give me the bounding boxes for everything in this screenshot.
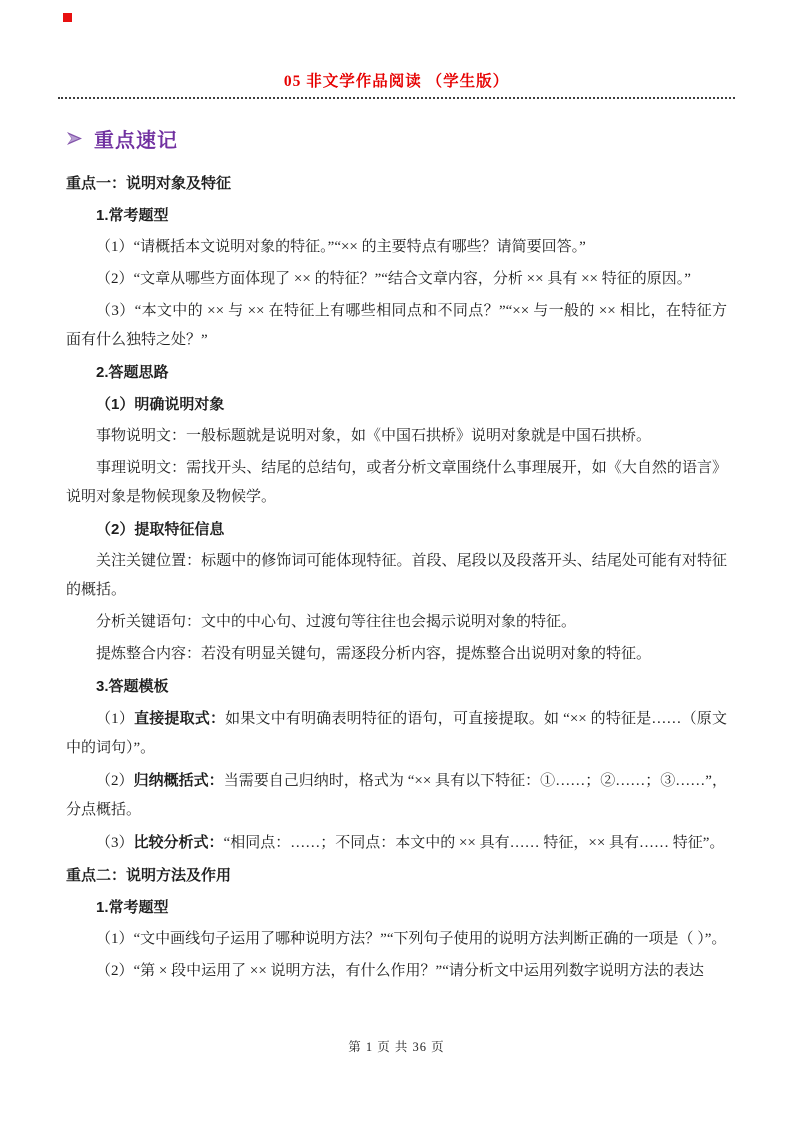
text-run: 3.答题模板 <box>96 678 169 695</box>
paragraph-9 <box>66 454 727 512</box>
text-run: （2）提取特征信息 <box>96 521 225 538</box>
text-run: （1）“请概括本文说明对象的特征。”“×× 的主要特点有哪些？请简要回答。” <box>96 239 586 255</box>
text-run: （2）“第 × 段中运用了 ×× 说明方法，有什么作用？”“请分析文中运用列数字说明方法的表达 <box>96 963 704 979</box>
text-run: 直接提取式： <box>134 710 226 727</box>
arrow-right-icon <box>66 131 83 146</box>
text-run: 重点二：说明方法及作用 <box>66 867 232 884</box>
section-heading <box>66 124 793 153</box>
text-run: （1） <box>96 711 135 727</box>
document-title: 05 非文学作品阅读 （学生版） <box>283 73 510 90</box>
text-run: 事物说明文：一般标题就是说明对象，如《中国石拱桥》说明对象就是中国石拱桥。 <box>96 428 652 444</box>
text-run: 如果文中有明确表明特征的语句，可直接提取。如 “×× 的特征是……（原文中的词句）”。 <box>66 711 727 756</box>
text-run: 1.常考题型 <box>96 899 169 916</box>
text-run: （2）“文章从哪些方面体现了 ×× 的特征？”“结合文章内容，分析 ×× 具有 ×× 特征的原因。” <box>96 271 691 287</box>
paragraph-10 <box>66 515 727 544</box>
paragraph-4 <box>66 265 727 294</box>
paragraph-15 <box>66 704 727 763</box>
page-header <box>0 0 793 99</box>
text-run: 2.答题思路 <box>96 364 169 381</box>
text-run: （3） <box>96 835 134 851</box>
text-run: （1）明确说明对象 <box>96 396 225 413</box>
paragraph-13 <box>66 640 727 669</box>
text-run: 关注关键位置：标题中的修饰词可能体现特征。首段、尾段以及段落开头、结尾处可能有对特征的概括。 <box>66 553 727 598</box>
paragraph-11 <box>66 547 727 605</box>
text-run: 比较分析式： <box>133 834 224 851</box>
paragraph-19 <box>66 893 727 922</box>
text-run: 重点一：说明对象及特征 <box>66 175 232 192</box>
red-square-marker <box>63 13 72 22</box>
text-run: 当需要自己归纳时，格式为 “×× 具有以下特征：①……；②……；③……”，分点概括。 <box>66 773 727 818</box>
text-run: 提炼整合内容：若没有明显关键句，需逐段分析内容，提炼整合出说明对象的特征。 <box>96 646 652 662</box>
text-run: 归纳概括式： <box>133 772 224 789</box>
header-divider <box>58 97 735 99</box>
text-run: “相同点：……；不同点：本文中的 ×× 具有…… 特征，×× 具有…… 特征”。 <box>223 835 725 851</box>
paragraph-18 <box>66 861 727 890</box>
paragraph-20 <box>66 925 727 954</box>
paragraph-1 <box>66 169 727 198</box>
paragraph-7 <box>66 390 727 419</box>
paragraph-12 <box>66 608 727 637</box>
text-run: （3）“本文中的 ×× 与 ×× 在特征上有哪些相同点和不同点？”“×× 与一般的 ×× 相比，在特征方面有什么独特之处？” <box>66 303 727 348</box>
paragraph-5 <box>66 297 727 355</box>
paragraph-16 <box>66 766 727 825</box>
text-run: 事理说明文：需找开头、结尾的总结句，或者分析文章围绕什么事理展开，如《大自然的语言》说明对象是物候现象及物候学。 <box>66 460 727 505</box>
paragraph-6 <box>66 358 727 387</box>
paragraph-2 <box>66 201 727 230</box>
text-run: （1）“文中画线句子运用了哪种说明方法？”“下列句子使用的说明方法判断正确的一项是（ ）”。 <box>96 931 727 947</box>
document-body <box>66 169 727 986</box>
text-run: 分析关键语句：文中的中心句、过渡句等往往也会揭示说明对象的特征。 <box>96 614 577 630</box>
text-run: （2） <box>96 773 134 789</box>
paragraph-17 <box>66 828 727 858</box>
paragraph-14 <box>66 672 727 701</box>
paragraph-8 <box>66 422 727 451</box>
text-run: 1.常考题型 <box>96 207 169 224</box>
page-number: 第 1 页 共 36 页 <box>348 1040 445 1054</box>
paragraph-21 <box>66 957 727 986</box>
paragraph-3 <box>66 233 727 262</box>
section-title: 重点速记 <box>94 130 178 152</box>
